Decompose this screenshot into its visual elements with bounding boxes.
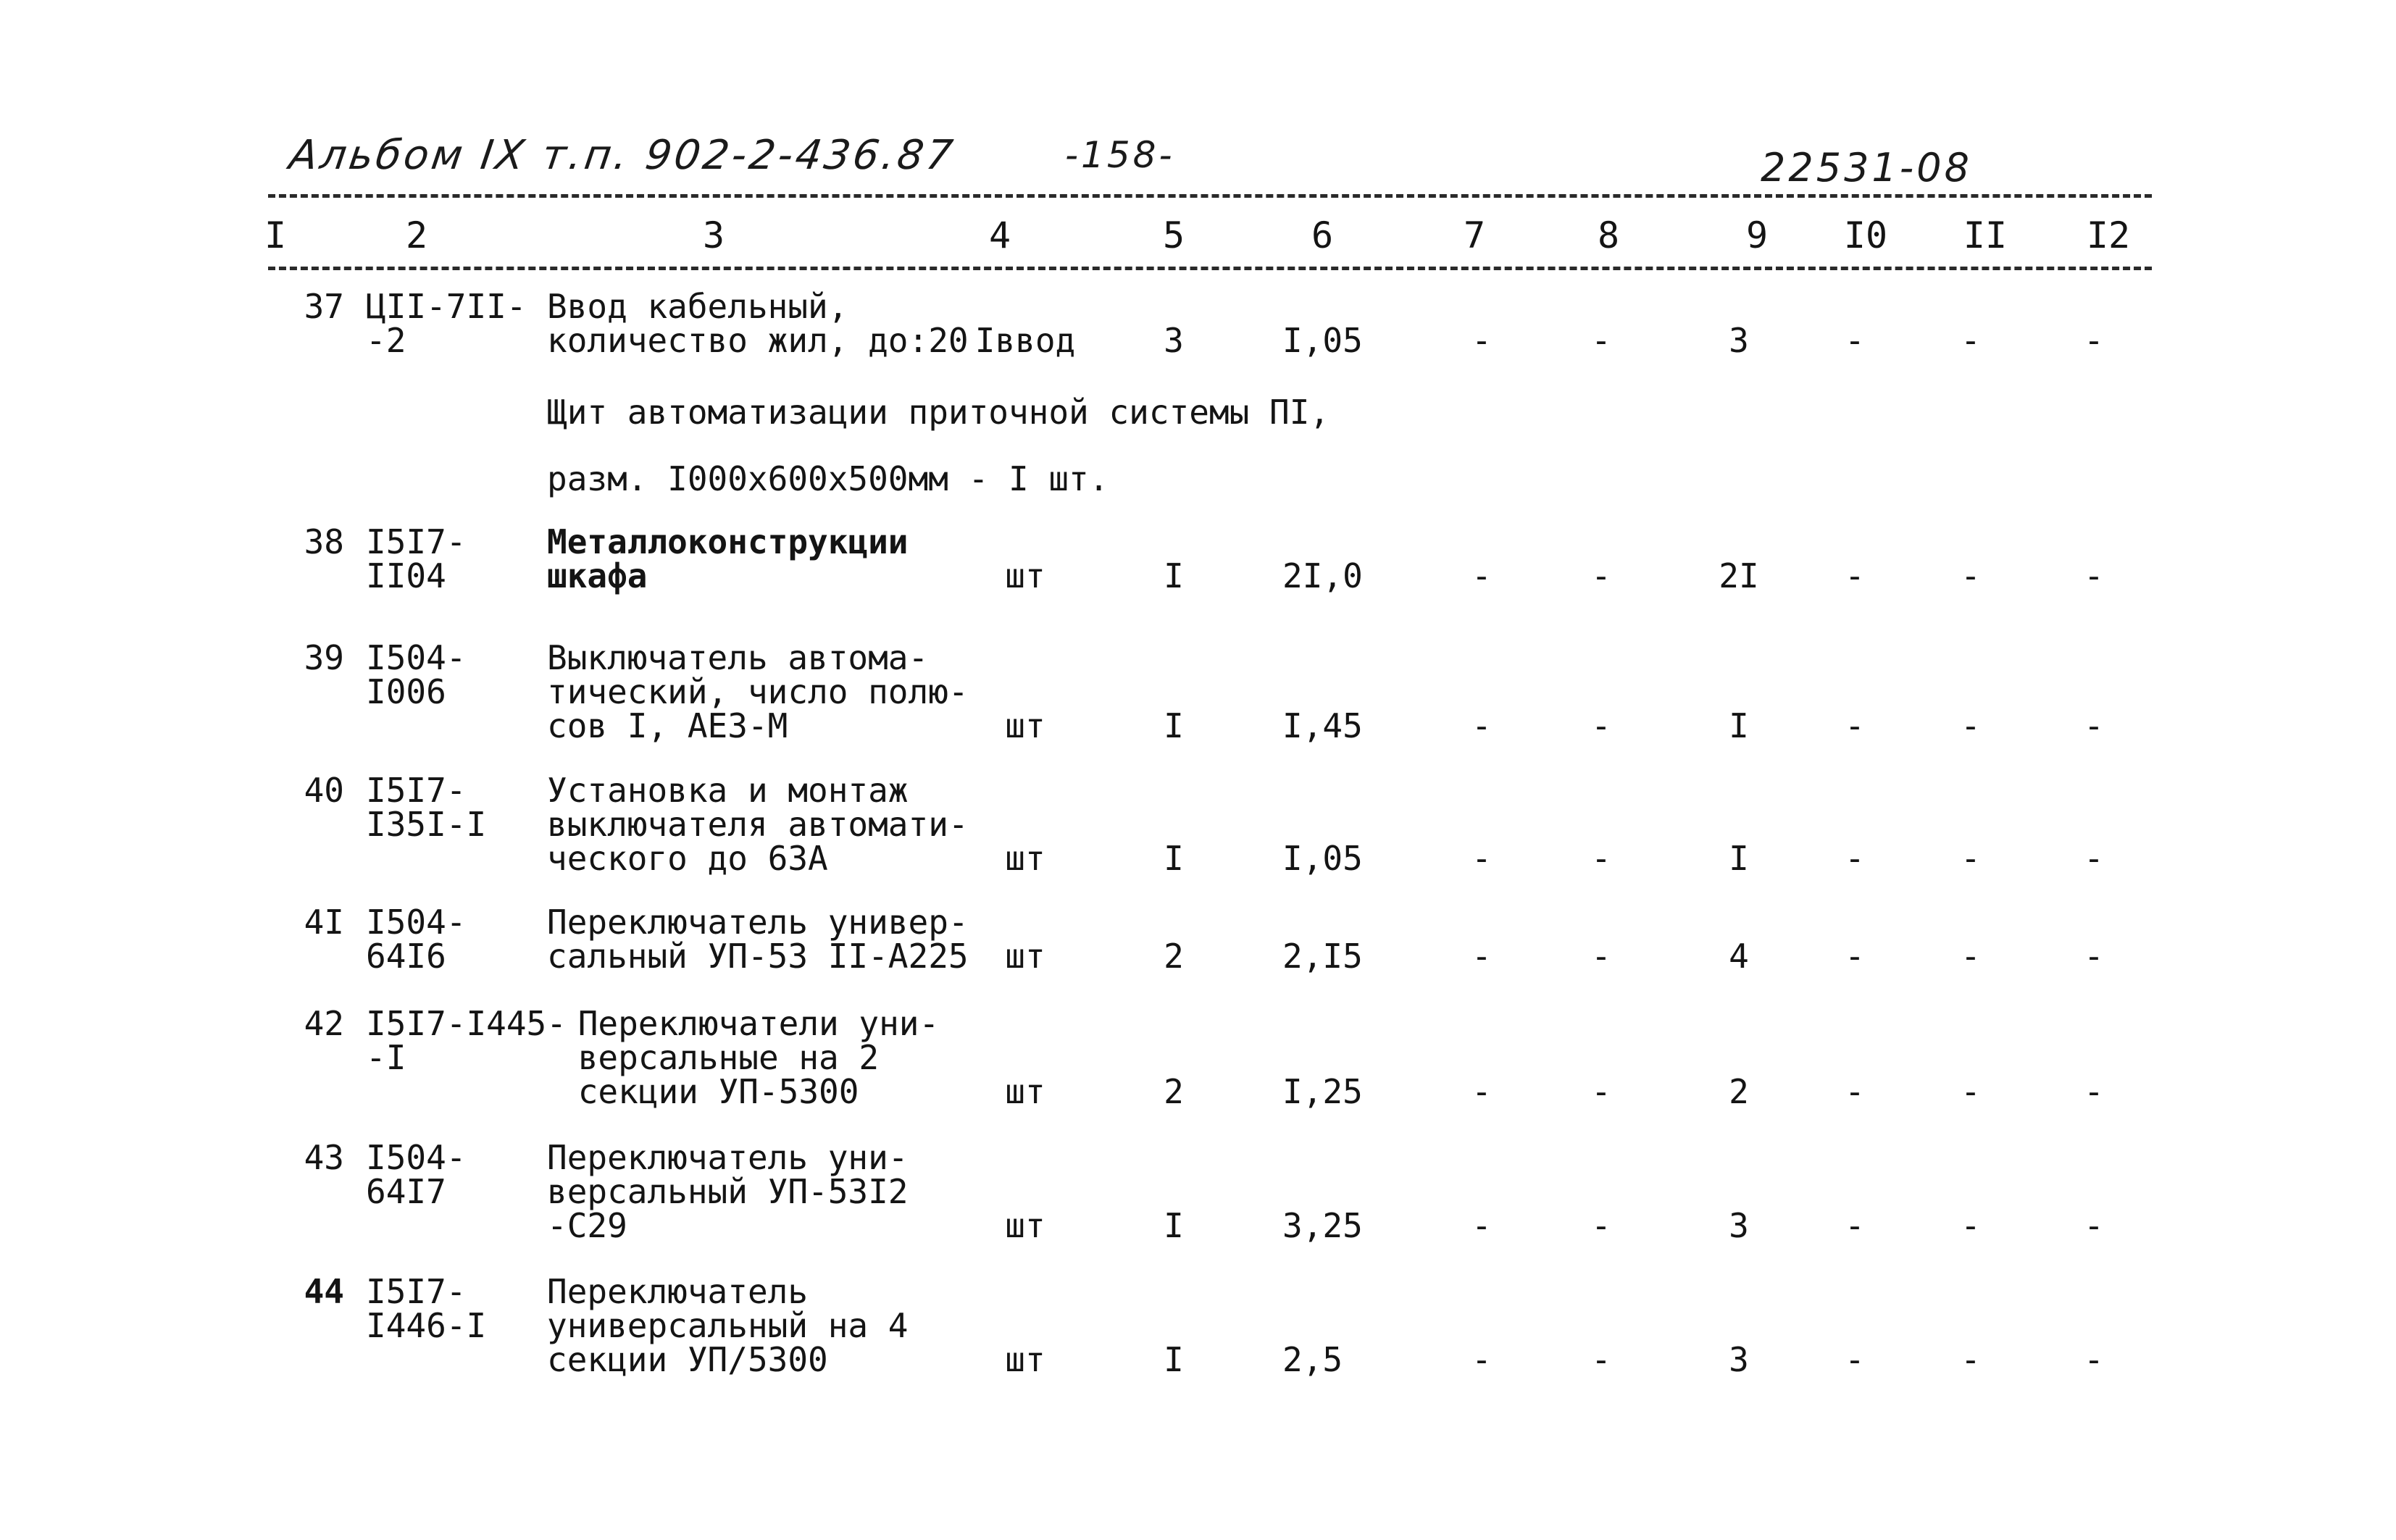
column-7-value: - — [1472, 1340, 1492, 1379]
unit: шт — [1005, 1072, 1045, 1111]
quantity: 3 — [1164, 321, 1184, 360]
item-name: Переключатели уни- версальные на 2 секции УП-5300 — [577, 1004, 940, 1111]
column-10-value: - — [1845, 839, 1865, 878]
column-12-value: - — [2084, 1072, 2104, 1111]
column-9-value: 2 — [1729, 1072, 1749, 1111]
quantity: I — [1164, 1340, 1184, 1379]
row-number: 43 — [304, 1138, 344, 1177]
column-header-10: I0 — [1843, 214, 1888, 256]
item-name: Переключатель уни- версальный УП-53I2 -С29 — [547, 1138, 909, 1245]
row-number: 37 — [304, 287, 344, 326]
column-10-value: - — [1845, 556, 1865, 595]
column-10-value: - — [1845, 321, 1865, 360]
column-12-value: - — [2084, 706, 2104, 745]
quantity: 2 — [1164, 1072, 1184, 1111]
page-number: -158- — [1065, 134, 1175, 176]
column-12-value: - — [2084, 1206, 2104, 1245]
row-number: 39 — [304, 638, 344, 677]
unit: шт — [1005, 1340, 1045, 1379]
column-9-value: I — [1729, 706, 1749, 745]
column-6-value: 2,5 — [1282, 1340, 1343, 1379]
unit: шт — [1005, 1206, 1045, 1245]
column-7-value: - — [1472, 706, 1492, 745]
column-6-value: I,05 — [1282, 839, 1363, 878]
item-name: Выключатель автома- тический, число полю- сов I, АЕ3-М — [547, 638, 969, 745]
price-code: I5I7-I445- -I — [366, 1004, 567, 1077]
column-6-value: 3,25 — [1282, 1206, 1363, 1245]
column-7-value: - — [1472, 1206, 1492, 1245]
item-name: Переключатель универсальный на 4 секции УП/5300 — [547, 1272, 909, 1379]
column-11-value: - — [1961, 1206, 1981, 1245]
column-7-value: - — [1472, 839, 1492, 878]
item-name: Металлоконструкции шкафа — [547, 522, 909, 595]
header-dashed-rule — [268, 267, 2152, 270]
quantity: I — [1164, 1206, 1184, 1245]
column-6-value: I,45 — [1282, 706, 1363, 745]
column-12-value: - — [2084, 321, 2104, 360]
quantity: I — [1164, 839, 1184, 878]
unit: Iввод — [974, 321, 1076, 360]
column-11-value: - — [1961, 1072, 1981, 1111]
column-11-value: - — [1961, 321, 1981, 360]
quantity: 2 — [1164, 937, 1184, 976]
column-6-value: I,05 — [1282, 321, 1363, 360]
column-8-value: - — [1591, 937, 1611, 976]
album-reference: Альбом IX т.п. 902-2-436.87 — [286, 132, 959, 179]
column-12-value: - — [2084, 1340, 2104, 1379]
column-8-value: - — [1591, 1340, 1611, 1379]
column-7-value: - — [1472, 321, 1492, 360]
column-12-value: - — [2084, 839, 2104, 878]
column-8-value: - — [1591, 706, 1611, 745]
column-header-4: 4 — [988, 214, 1011, 256]
column-10-value: - — [1845, 1072, 1865, 1111]
column-8-value: - — [1591, 321, 1611, 360]
price-code: I5I7- I35I-I — [366, 771, 487, 844]
column-8-value: - — [1591, 1072, 1611, 1111]
column-9-value: 3 — [1729, 1206, 1749, 1245]
column-11-value: - — [1961, 706, 1981, 745]
item-name: Установка и монтаж выключателя автомати- ческого до 63А — [547, 771, 969, 878]
column-header-11: II — [1963, 214, 2008, 256]
column-7-value: - — [1472, 1072, 1492, 1111]
row-number: 42 — [304, 1004, 344, 1043]
price-code: I5I7- I446-I — [366, 1272, 487, 1345]
unit: шт — [1005, 839, 1045, 878]
document-number: 22531-08 — [1761, 145, 1972, 191]
price-code: ЦII-7II- -2 — [366, 287, 527, 360]
column-10-value: - — [1845, 937, 1865, 976]
row-number: 44 — [304, 1272, 344, 1311]
item-name: Переключатель универ- сальный УП-53 II-А225 — [547, 903, 969, 976]
column-11-value: - — [1961, 1340, 1981, 1379]
column-header-12: I2 — [2086, 214, 2131, 256]
column-6-value: 2,I5 — [1282, 937, 1363, 976]
column-11-value: - — [1961, 937, 1981, 976]
row-number: 4I — [304, 903, 344, 942]
column-9-value: 4 — [1729, 937, 1749, 976]
column-header-5: 5 — [1162, 214, 1185, 256]
column-8-value: - — [1591, 1206, 1611, 1245]
price-code: I504- I006 — [366, 638, 467, 711]
item-name: Ввод кабельный, количество жил, до:20 — [547, 287, 969, 360]
column-11-value: - — [1961, 556, 1981, 595]
column-8-value: - — [1591, 556, 1611, 595]
price-code: I504- 64I7 — [366, 1138, 467, 1211]
unit: шт — [1005, 706, 1045, 745]
unit: шт — [1005, 937, 1045, 976]
section-note: разм. I000х600х500мм - I шт. — [547, 459, 1109, 498]
column-7-value: - — [1472, 556, 1492, 595]
column-header-7: 7 — [1463, 214, 1486, 256]
column-header-3: 3 — [702, 214, 725, 256]
column-6-value: I,25 — [1282, 1072, 1363, 1111]
column-7-value: - — [1472, 937, 1492, 976]
column-header-1: I — [264, 214, 287, 256]
column-10-value: - — [1845, 1206, 1865, 1245]
column-9-value: 3 — [1729, 1340, 1749, 1379]
column-11-value: - — [1961, 839, 1981, 878]
column-9-value: 3 — [1729, 321, 1749, 360]
column-10-value: - — [1845, 1340, 1865, 1379]
unit: шт — [1005, 556, 1045, 595]
column-9-value: 2I — [1719, 556, 1759, 595]
column-12-value: - — [2084, 937, 2104, 976]
quantity: I — [1164, 556, 1184, 595]
price-code: I504- 64I6 — [366, 903, 467, 976]
column-6-value: 2I,0 — [1282, 556, 1363, 595]
quantity: I — [1164, 706, 1184, 745]
price-code: I5I7- II04 — [366, 522, 467, 595]
column-9-value: I — [1729, 839, 1749, 878]
column-header-8: 8 — [1597, 214, 1620, 256]
column-header-6: 6 — [1311, 214, 1334, 256]
column-header-9: 9 — [1745, 214, 1769, 256]
section-note: Щит автоматизации приточной системы ПI, — [547, 393, 1330, 432]
column-12-value: - — [2084, 556, 2104, 595]
column-8-value: - — [1591, 839, 1611, 878]
top-dashed-rule — [268, 194, 2152, 198]
column-header-2: 2 — [405, 214, 428, 256]
column-10-value: - — [1845, 706, 1865, 745]
row-number: 38 — [304, 522, 344, 561]
row-number: 40 — [304, 771, 344, 810]
